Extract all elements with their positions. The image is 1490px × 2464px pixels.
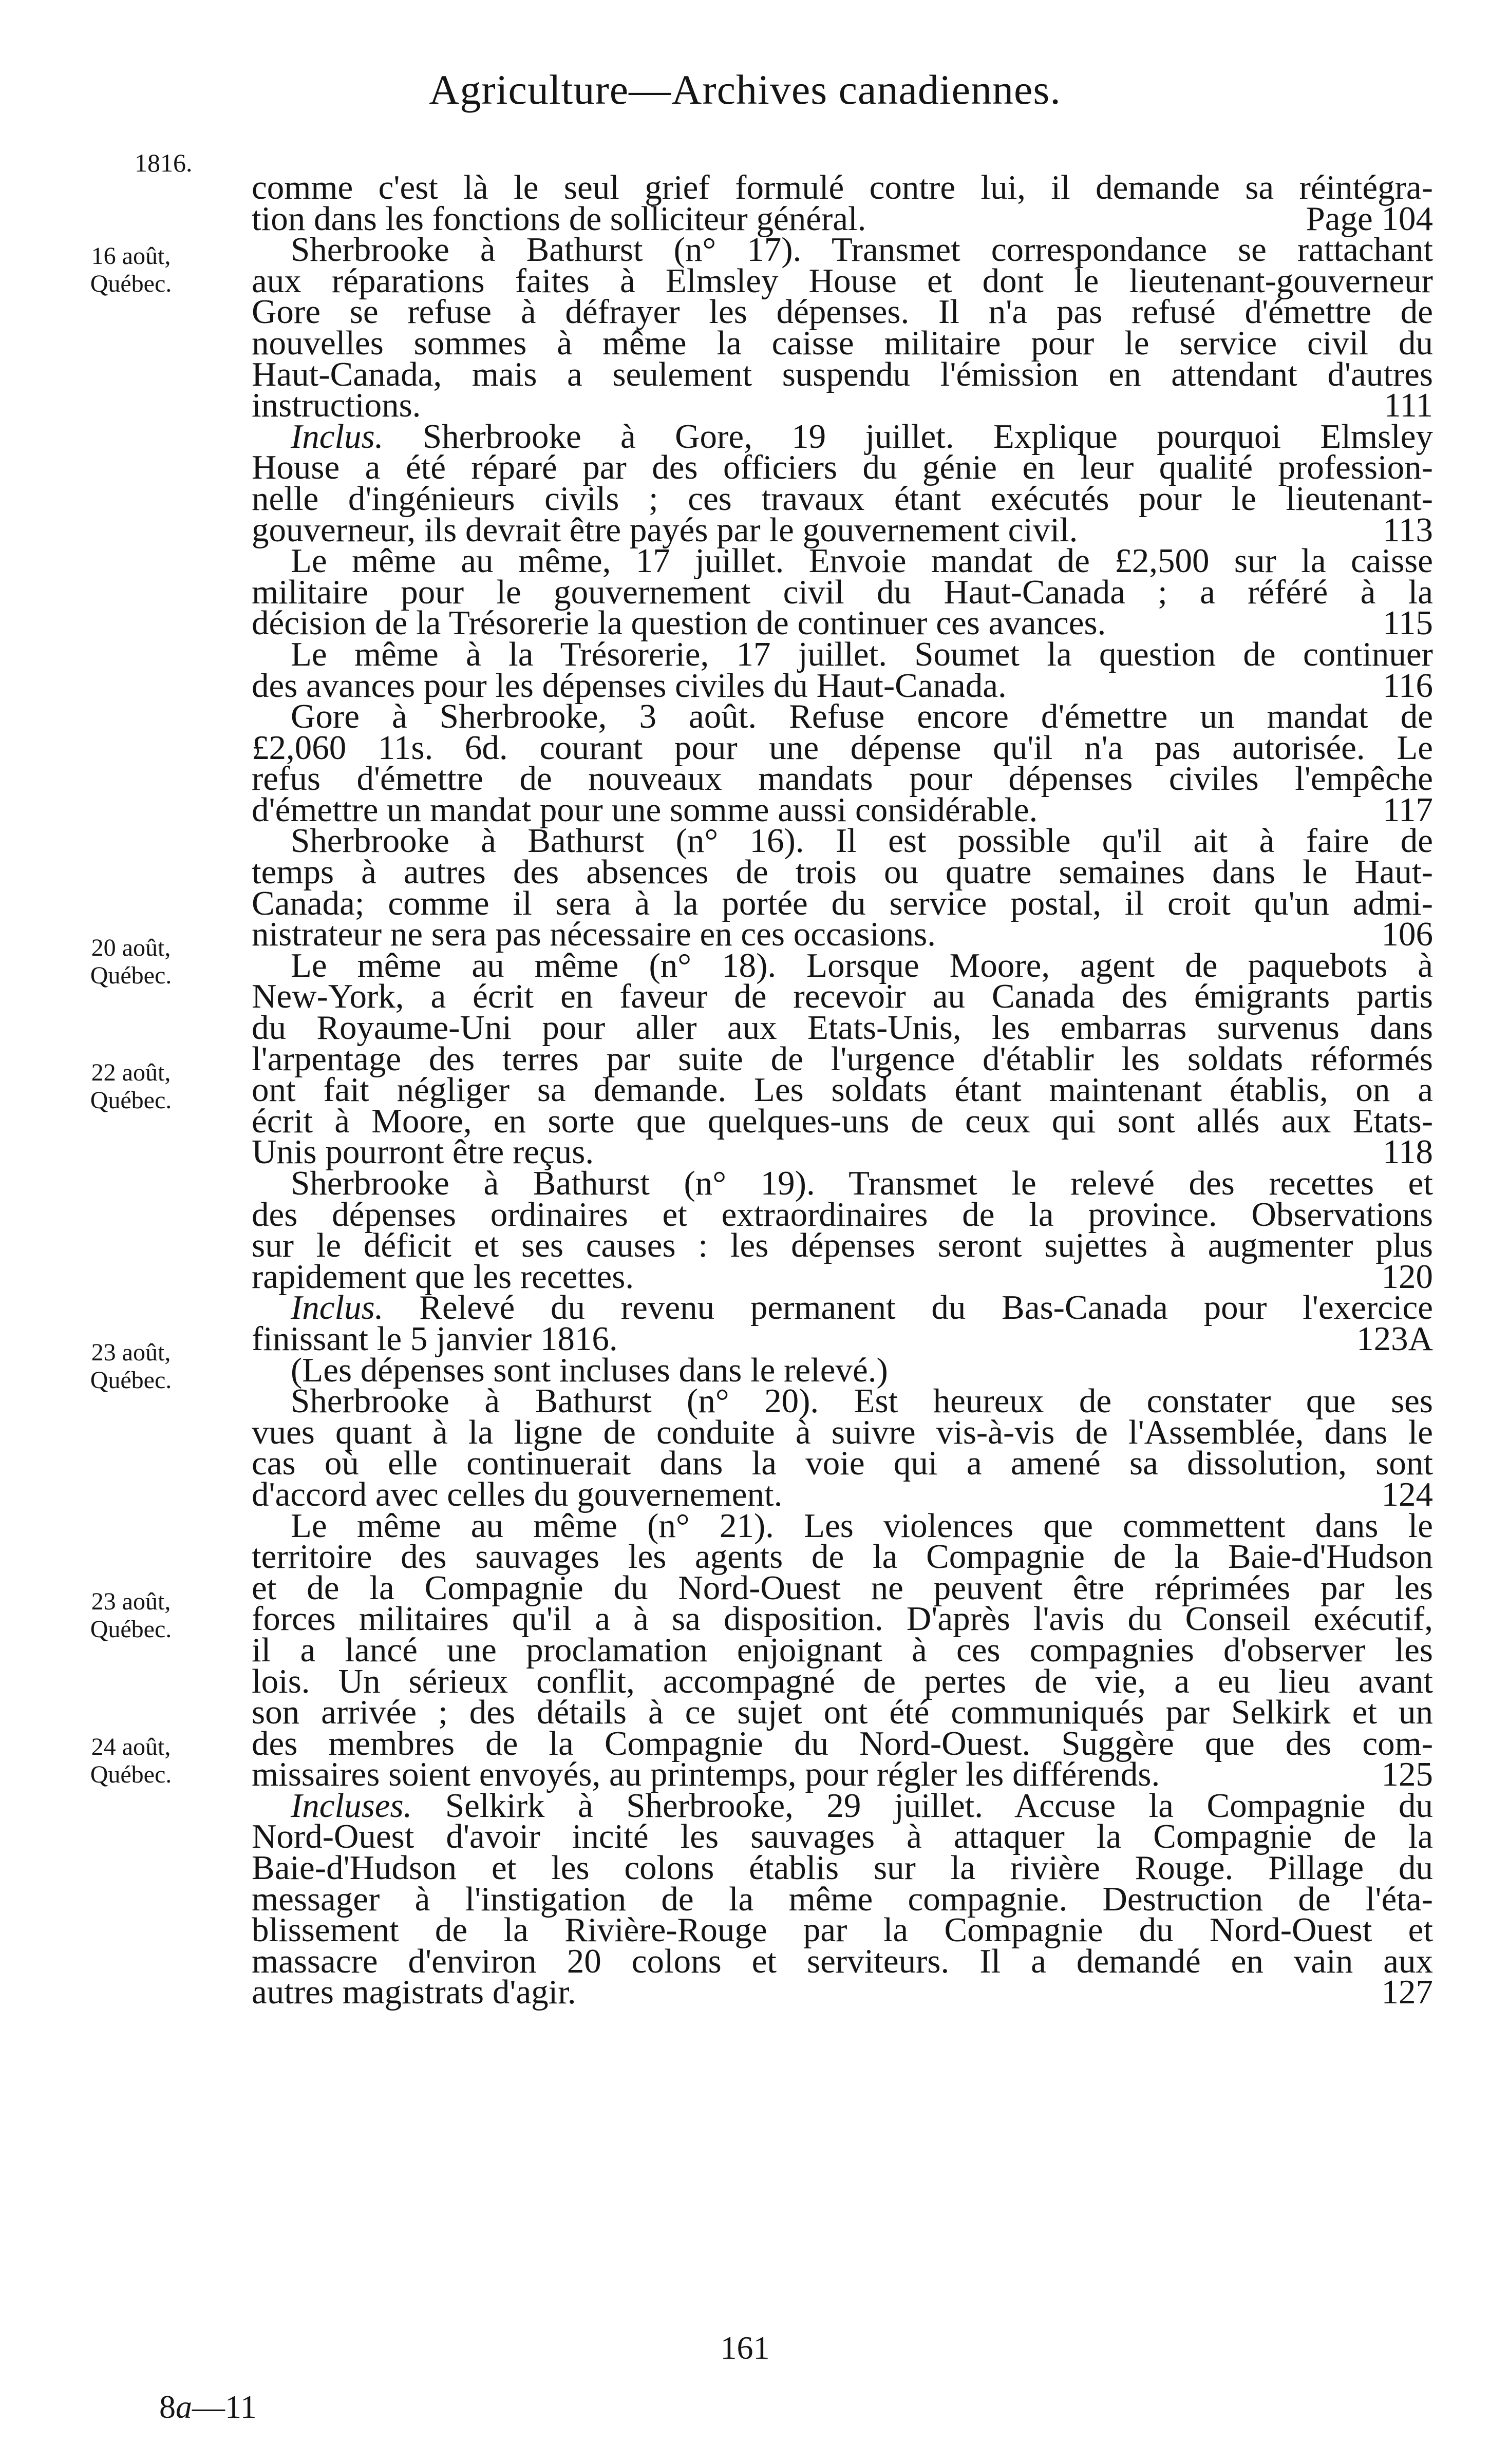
- text-line: Sherbrooke à Bathurst (n° 16). Il est possible qu'il ait à faire de: [291, 822, 1433, 860]
- margin-date: 22 août,: [91, 1059, 171, 1086]
- text-content: instructions.: [252, 386, 421, 425]
- margin-date-note: [46, 1733, 216, 1789]
- incluses-label: Incluses.: [291, 1786, 412, 1825]
- margin-date-note: [46, 1339, 216, 1394]
- text-line: écrit à Moore, en sorte que quelques-uns de ceux qui sont allés aux Etats-: [252, 1102, 1433, 1140]
- page-ref: 124: [1381, 1475, 1433, 1513]
- text-line: massacre d'environ 20 colons et serviteurs. Il a demandé en vain aux: [252, 1942, 1433, 1980]
- text-line: blissement de la Rivière-Rouge par la Compagnie du Nord-Ouest et: [252, 1911, 1433, 1949]
- text-line: aux réparations faites à Elmsley House et dont le lieutenant-gouverneur: [252, 261, 1433, 300]
- text-line: Le même au même (n° 18). Lorsque Moore, agent de paquebots à: [291, 946, 1433, 984]
- text-line: messager à l'instigation de la même compagnie. Destruction de l'éta-: [252, 1880, 1433, 1918]
- margin-place: Québec.: [90, 1761, 172, 1788]
- page-number: 161: [720, 2329, 770, 2366]
- text-line: [252, 1288, 1433, 1327]
- text-line: territoire des sauvages les agents de la Compagnie de la Baie-d'Hudson: [252, 1538, 1433, 1576]
- page-ref: 120: [1381, 1257, 1433, 1296]
- text-line: New-York, a écrit en faveur de recevoir au Canada des émigrants partis: [252, 977, 1433, 1016]
- text-line: vues quant à la ligne de conduite à suivre vis-à-vis de l'Assemblée, dans le: [252, 1413, 1433, 1451]
- text-content: missaires soient envoyés, au printemps, pour régler les différends.: [252, 1755, 1160, 1794]
- margin-date-note: [46, 242, 216, 298]
- sheet-number: 8: [159, 2389, 176, 2425]
- page-ref: Page 104: [1306, 199, 1433, 238]
- text-content: d'accord avec celles du gouvernement.: [252, 1475, 783, 1513]
- text-line: des dépenses ordinaires et extraordinaires de la province. Observations: [252, 1195, 1433, 1234]
- margin-place: Québec.: [90, 962, 172, 989]
- margin-date-note: [46, 1059, 216, 1114]
- text-line: [252, 1973, 1433, 2012]
- page-ref: 125: [1381, 1755, 1433, 1794]
- margin-place: Québec.: [90, 1367, 172, 1394]
- text-line: sur le déficit et ses causes : les dépenses seront sujettes à augmenter plus: [252, 1226, 1433, 1265]
- page-ref: 115: [1382, 604, 1433, 642]
- text-line: [252, 510, 1433, 549]
- text-line: Baie-d'Hudson et les colons établis sur la rivière Rouge. Pillage du: [252, 1849, 1433, 1887]
- margin-date: 20 août,: [91, 934, 171, 961]
- text-line: (Les dépenses sont incluses dans le relevé.): [291, 1351, 888, 1389]
- text-content: d'émettre un mandat pour une somme aussi considérable.: [252, 790, 1038, 829]
- text-line: Sherbrooke à Bathurst (n° 20). Est heureux de constater que ses: [291, 1382, 1433, 1420]
- text-line: [252, 1755, 1433, 1794]
- text-line: militaire pour le gouvernement civil du Haut-Canada ; a référé à la: [252, 573, 1433, 611]
- text-line: et de la Compagnie du Nord-Ouest ne peuvent être réprimées par les: [252, 1568, 1433, 1607]
- text-content: gouverneur, ils devrait être payés par le gouvernement civil.: [252, 510, 1078, 549]
- text-line: [252, 1133, 1433, 1171]
- margin-date-note: [46, 1588, 216, 1643]
- text-line: Sherbrooke à Bathurst (n° 17). Transmet correspondance se rattachant: [291, 231, 1433, 269]
- text-line: l'arpentage des terres par suite de l'urgence d'établir les soldats réformés: [252, 1039, 1433, 1078]
- text-content: des avances pour les dépenses civiles du Haut-Canada.: [252, 666, 1007, 705]
- text-content: rapidement que les recettes.: [252, 1257, 634, 1296]
- margin-place: Québec.: [90, 1616, 172, 1643]
- text-line: Gore à Sherbrooke, 3 août. Refuse encore d'émettre un mandat de: [291, 697, 1433, 736]
- calendar-text: [252, 168, 1433, 2012]
- text-line: Sherbrooke à Bathurst (n° 19). Transmet le relevé des recettes et: [291, 1164, 1433, 1202]
- text-line: Canada; comme il sera à la portée du service postal, il croit qu'un admi-: [252, 884, 1433, 922]
- page-ref: 123A: [1356, 1319, 1433, 1358]
- text-line: refus d'émettre de nouveaux mandats pour dépenses civiles l'empêche: [252, 760, 1433, 798]
- text-line: [252, 666, 1433, 705]
- text-line: [252, 1786, 1433, 1825]
- text-line: nouvelles sommes à même la caisse militaire pour le service civil du: [252, 324, 1433, 362]
- sheet-signature: [159, 2388, 257, 2426]
- page-ref: 113: [1382, 510, 1433, 549]
- text-line: Le même au même (n° 21). Les violences que commettent dans le: [291, 1506, 1433, 1545]
- text-line: ont fait négliger sa demande. Les soldats étant maintenant établis, on a: [252, 1071, 1433, 1109]
- text-line: [252, 1475, 1433, 1513]
- text-line: forces militaires qu'il a à sa disposition. D'après l'avis du Conseil exécutif,: [252, 1600, 1433, 1638]
- text-content: finissant le 5 janvier 1816.: [252, 1319, 618, 1358]
- text-line: [252, 604, 1433, 642]
- text-line: du Royaume-Uni pour aller aux Etats-Unis, les embarras survenus dans: [252, 1009, 1433, 1047]
- text-line: [252, 1319, 1433, 1358]
- page-ref: 118: [1382, 1133, 1433, 1171]
- text-line: [252, 386, 1433, 425]
- running-header: Agriculture—Archives canadiennes.: [429, 66, 1061, 113]
- inclus-label: Inclus.: [291, 417, 384, 456]
- text-line: Gore se refuse à défrayer les dépenses. Il n'a pas refusé d'émettre de: [252, 293, 1433, 331]
- text-line: £2,060 11s. 6d. courant pour une dépense qu'il n'a pas autorisée. Le: [252, 728, 1433, 767]
- text-line: Le même au même, 17 juillet. Envoie mandat de £2,500 sur la caisse: [291, 542, 1433, 580]
- text-line: [252, 199, 1433, 238]
- text-line: cas où elle continuerait dans la voie qui a amené sa dissolution, sont: [252, 1444, 1433, 1483]
- text-line: des membres de la Compagnie du Nord-Ouest. Suggère que des com-: [252, 1724, 1433, 1762]
- text-line: House a été réparé par des officiers du génie en leur qualité profession-: [252, 448, 1433, 487]
- text-content: Selkirk à Sherbrooke, 29 juillet. Accuse la Compagnie du: [445, 1786, 1433, 1825]
- text-line: [252, 790, 1433, 829]
- page-ref: 106: [1381, 915, 1433, 954]
- margin-date: 23 août,: [91, 1339, 171, 1366]
- text-line: Haut-Canada, mais a seulement suspendu l'émission en attendant d'autres: [252, 355, 1433, 393]
- text-line: temps à autres des absences de trois ou quatre semaines dans le Haut-: [252, 853, 1433, 892]
- text-line: Nord-Ouest d'avoir incité les sauvages à attaquer la Compagnie de la: [252, 1817, 1433, 1856]
- sheet-suffix: —11: [192, 2389, 257, 2425]
- text-content: nistrateur ne sera pas nécessaire en ces occasions.: [252, 915, 936, 954]
- text-line: il a lancé une proclamation enjoignant à ces compagnies d'observer les: [252, 1631, 1433, 1669]
- margin-date-note: [46, 934, 216, 990]
- margin-date: 23 août,: [91, 1588, 171, 1615]
- margin-year: 1816.: [135, 148, 193, 177]
- margin-date: 16 août,: [91, 242, 171, 270]
- text-content: tion dans les fonctions de solliciteur général.: [252, 199, 866, 238]
- text-content: Sherbrooke à Gore, 19 juillet. Explique pourquoi Elmsley: [422, 417, 1433, 456]
- margin-date: 24 août,: [91, 1733, 171, 1760]
- text-content: Relevé du revenu permanent du Bas-Canada pour l'exercice: [419, 1288, 1433, 1327]
- sheet-letter: a: [176, 2389, 192, 2425]
- margin-place: Québec.: [90, 270, 172, 297]
- margin-place: Québec.: [90, 1087, 172, 1114]
- page-ref: 117: [1382, 790, 1433, 829]
- inclus-label: Inclus.: [291, 1288, 384, 1327]
- text-line: comme c'est là le seul grief formulé contre lui, il demande sa réintégra-: [252, 168, 1433, 206]
- text-line: Le même à la Trésorerie, 17 juillet. Soumet la question de continuer: [291, 635, 1433, 673]
- text-content: Unis pourront être reçus.: [252, 1133, 594, 1171]
- text-line: [252, 1257, 1433, 1296]
- text-content: décision de la Trésorerie la question de continuer ces avances.: [252, 604, 1106, 642]
- page-ref: 127: [1381, 1973, 1433, 2012]
- page-ref: 111: [1384, 386, 1433, 425]
- text-line: son arrivée ; des détails à ce sujet ont été communiqués par Selkirk et un: [252, 1693, 1433, 1732]
- text-line: nelle d'ingénieurs civils ; ces travaux étant exécutés pour le lieutenant-: [252, 479, 1433, 518]
- text-content: autres magistrats d'agir.: [252, 1973, 576, 2012]
- text-line: lois. Un sérieux conflit, accompagné de pertes de vie, a eu lieu avant: [252, 1662, 1433, 1700]
- page-ref: 116: [1382, 666, 1433, 705]
- text-line: [252, 915, 1433, 954]
- text-line: [252, 417, 1433, 456]
